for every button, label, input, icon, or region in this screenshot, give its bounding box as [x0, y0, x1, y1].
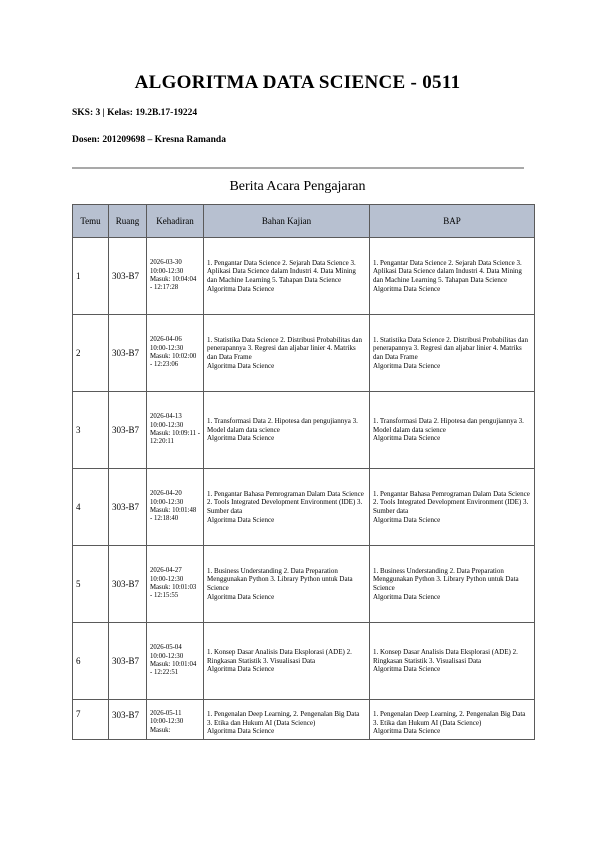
bap-subtitle: Algoritma Data Science [373, 592, 441, 601]
cell-bap [370, 392, 535, 469]
bap-text: 1. Pengantar Bahasa Pemrograman Dalam Data Science 2. Tools Integrated Development Environment (IDE) 3. Sumber data [373, 489, 530, 515]
bap-text: 1. Pengenalan Deep Learning, 2. Pengenalan Big Data 3. Etika dan Hukum AI (Data Science) [373, 710, 526, 727]
bap-text: 1. Statistika Data Science 2. Distribusi Probabilitas dan penerapannya 3. Regresi dan aljabar linier 4. Matriks dan Data Frame [373, 335, 528, 361]
table-row [73, 469, 535, 546]
bap-text: 1. Transformasi Data 2. Hipotesa dan pengujiannya 3. Model dalam data science [373, 417, 524, 434]
bap-text: 1. Pengantar Data Science 2. Sejarah Data Science 3. Aplikasi Data Science dalam Industri 4. Data Mining dan Machine Learning 5. Tahapan Data Science [373, 258, 522, 284]
bahan-text: 1. Pengantar Data Science 2. Sejarah Data Science 3. Aplikasi Data Science dalam Industri 4. Data Mining dan Machine Learning 5. Tahapan Data Science [207, 258, 356, 284]
table-row [73, 546, 535, 623]
cell-ruang: 303-B7 [109, 238, 147, 315]
col-header-kehadiran: Kehadiran [147, 205, 204, 238]
col-header-ruang: Ruang [109, 205, 147, 238]
cell-kehadiran: 2026-04-20 10:00-12:30 Masuk: 10:01:48 - 12:18:40 [147, 469, 204, 546]
bahan-text: 1. Business Understanding 2. Data Preparation Menggunakan Python 3. Library Python untuk Data Science [207, 566, 353, 592]
cell-ruang: 303-B7 [109, 623, 147, 700]
bahan-subtitle: Algoritma Data Science [207, 665, 275, 674]
divider [72, 167, 524, 169]
cell-kehadiran: 2026-04-27 10:00-12:30 Masuk: 10:01:03 - 12:15:55 [147, 546, 204, 623]
bahan-text: 1. Konsep Dasar Analisis Data Eksplorasi (ADE) 2. Ringkasan Statistik 3. Visualisasi Data [207, 648, 352, 665]
cell-bahan-kajian [204, 546, 370, 623]
table-row [73, 238, 535, 315]
cell-bahan-kajian [204, 392, 370, 469]
lecturer-line: Dosen: 201209698 – Kresna Ramanda [72, 135, 226, 145]
bahan-text: 1. Transformasi Data 2. Hipotesa dan pengujiannya 3. Model dalam data science [207, 417, 358, 434]
cell-kehadiran: 2026-05-04 10:00-12:30 Masuk: 10:01:04 - 12:22:51 [147, 623, 204, 700]
bap-table [72, 204, 535, 740]
cell-temu: 6 [73, 623, 109, 700]
cell-temu: 4 [73, 469, 109, 546]
bap-subtitle: Algoritma Data Science [373, 515, 441, 524]
cell-bahan-kajian [204, 469, 370, 546]
col-header-bahan-kajian: Bahan Kajian [204, 205, 370, 238]
table-header-row [73, 205, 535, 238]
table-row [73, 700, 535, 740]
bahan-subtitle: Algoritma Data Science [207, 284, 275, 293]
bahan-subtitle: Algoritma Data Science [207, 515, 275, 524]
cell-bahan-kajian [204, 238, 370, 315]
bahan-text: 1. Pengantar Bahasa Pemrograman Dalam Data Science 2. Tools Integrated Development Environment (IDE) 3. Sumber data [207, 489, 364, 515]
cell-kehadiran: 2026-05-11 10:00-12:30 Masuk: [147, 700, 204, 740]
bahan-subtitle: Algoritma Data Science [207, 361, 275, 370]
cell-ruang: 303-B7 [109, 546, 147, 623]
cell-ruang: 303-B7 [109, 700, 147, 740]
table-row [73, 623, 535, 700]
bap-subtitle: Algoritma Data Science [373, 284, 441, 293]
cell-kehadiran: 2026-03-30 10:00-12:30 Masuk: 10:04:04 - 12:17:28 [147, 238, 204, 315]
table-row [73, 315, 535, 392]
bap-subtitle: Algoritma Data Science [373, 727, 441, 736]
bap-text: 1. Business Understanding 2. Data Preparation Menggunakan Python 3. Library Python untuk Data Science [373, 566, 519, 592]
col-header-bap: BAP [370, 205, 535, 238]
cell-temu: 7 [73, 700, 109, 740]
cell-kehadiran: 2026-04-06 10:00-12:30 Masuk: 10:02:00 - 12:23:06 [147, 315, 204, 392]
cell-temu: 2 [73, 315, 109, 392]
cell-temu: 3 [73, 392, 109, 469]
bap-subtitle: Algoritma Data Science [373, 665, 441, 674]
bap-subtitle: Algoritma Data Science [373, 361, 441, 370]
cell-bahan-kajian [204, 623, 370, 700]
cell-bahan-kajian [204, 315, 370, 392]
section-title: Berita Acara Pengajaran [229, 179, 366, 194]
table-row [73, 392, 535, 469]
cell-bahan-kajian [204, 700, 370, 740]
bap-text: 1. Konsep Dasar Analisis Data Eksplorasi (ADE) 2. Ringkasan Statistik 3. Visualisasi Data [373, 648, 518, 665]
cell-bap [370, 469, 535, 546]
cell-temu: 1 [73, 238, 109, 315]
cell-kehadiran: 2026-04-13 10:00-12:30 Masuk: 10:09:11 - 12:20:11 [147, 392, 204, 469]
cell-temu: 5 [73, 546, 109, 623]
sks-class-line: SKS: 3 | Kelas: 19.2B.17-19224 [72, 108, 198, 118]
bahan-subtitle: Algoritma Data Science [207, 592, 275, 601]
cell-bap [370, 546, 535, 623]
bahan-subtitle: Algoritma Data Science [207, 727, 275, 736]
cell-ruang: 303-B7 [109, 315, 147, 392]
bahan-subtitle: Algoritma Data Science [207, 434, 275, 443]
bahan-text: 1. Pengenalan Deep Learning, 2. Pengenalan Big Data 3. Etika dan Hukum AI (Data Science) [207, 710, 360, 727]
bap-subtitle: Algoritma Data Science [373, 434, 441, 443]
cell-bap [370, 238, 535, 315]
cell-bap [370, 623, 535, 700]
cell-bap [370, 700, 535, 740]
cell-bap [370, 315, 535, 392]
cell-ruang: 303-B7 [109, 392, 147, 469]
course-title: ALGORITMA DATA SCIENCE - 0511 [134, 72, 461, 93]
bahan-text: 1. Statistika Data Science 2. Distribusi Probabilitas dan penerapannya 3. Regresi dan aljabar linier 4. Matriks dan Data Frame [207, 335, 362, 361]
col-header-temu: Temu [73, 205, 109, 238]
cell-ruang: 303-B7 [109, 469, 147, 546]
